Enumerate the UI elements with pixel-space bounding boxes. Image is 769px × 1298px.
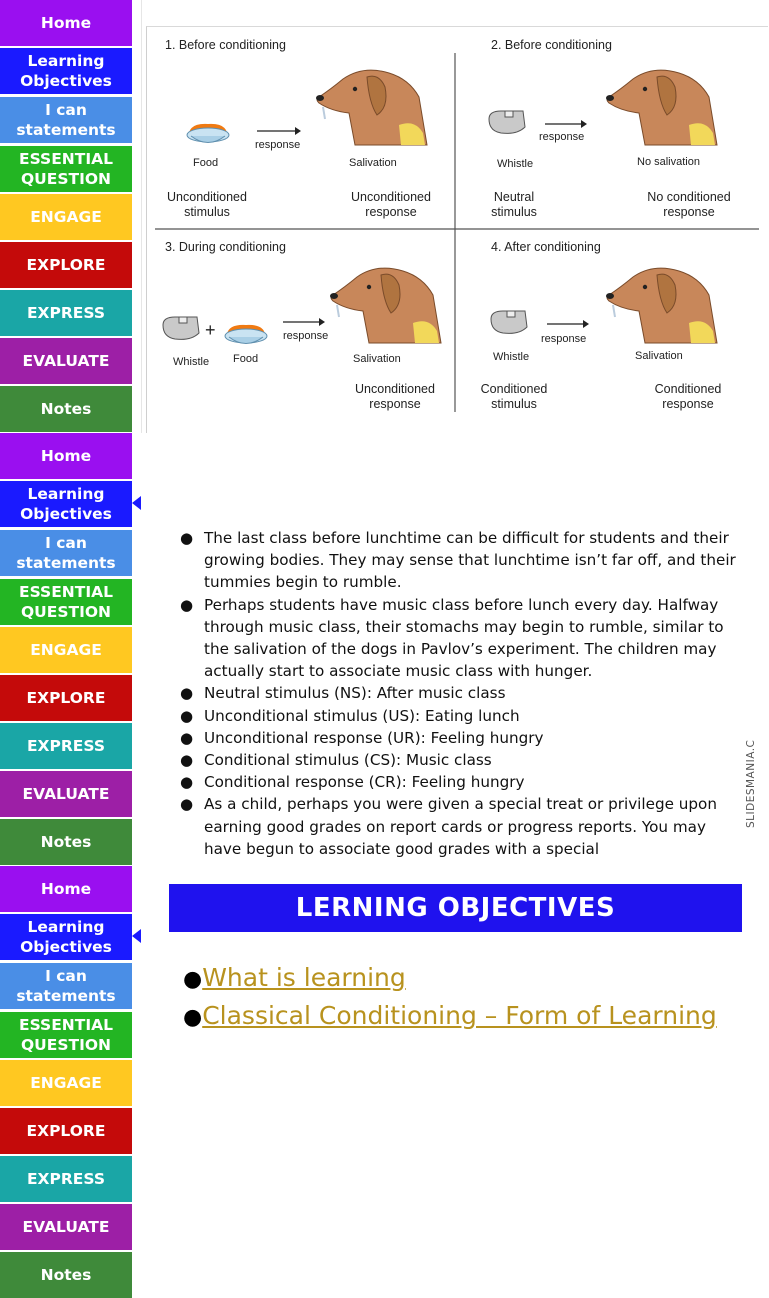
whistle-icon	[161, 313, 201, 343]
objective-item	[183, 960, 717, 998]
whistle-icon	[489, 307, 529, 337]
panel4-stimulus-type: Conditioned stimulus	[480, 382, 548, 411]
plus-sign: +	[205, 320, 216, 340]
dog-salivating-icon	[605, 265, 723, 345]
arrow-icon	[257, 126, 301, 136]
panel3-heading: 3. During conditioning	[165, 240, 286, 254]
bullet-dot: ●	[183, 967, 203, 992]
bullet-item: ● Unconditional stimulus (US): Eating lunch	[180, 705, 740, 727]
nav-engage[interactable]: ENGAGE	[0, 1060, 132, 1106]
panel4-response-item: Salivation	[635, 350, 683, 362]
slide-objectives	[0, 866, 768, 1284]
nav-express[interactable]: EXPRESS	[0, 1156, 132, 1202]
panel1-arrow-label: response	[255, 139, 301, 151]
bullet-dot: ●	[183, 1005, 203, 1030]
panel3-response-item: Salivation	[353, 353, 401, 365]
objective-item	[183, 998, 717, 1036]
nav-i-can-statements[interactable]: I can statements	[0, 963, 132, 1009]
arrow-icon	[545, 119, 587, 129]
watermark: SLIDESMANIA.C	[745, 739, 757, 828]
panel4-arrow-label: response	[541, 333, 587, 345]
nav-explore[interactable]: EXPLORE	[0, 1108, 132, 1154]
nav-notes[interactable]: Notes	[0, 386, 132, 432]
bullet-item: ● Neutral stimulus (NS): After music class	[180, 682, 740, 704]
nav-essential-question[interactable]: ESSENTIAL QUESTION	[0, 579, 132, 625]
nav-notes[interactable]: Notes	[0, 1252, 132, 1298]
arrow-icon	[547, 319, 589, 329]
panel1-stimulus-type: Unconditioned stimulus	[167, 190, 247, 219]
panel4-heading: 4. After conditioning	[491, 240, 601, 254]
panel2-response-type: No conditioned response	[647, 190, 731, 219]
side-navigation	[0, 433, 141, 866]
nav-essential-question[interactable]: ESSENTIAL QUESTION	[0, 146, 132, 192]
dog-salivating-icon	[315, 67, 433, 147]
pavlov-diagram	[146, 26, 768, 433]
nav-home[interactable]: Home	[0, 433, 132, 479]
side-navigation	[0, 866, 141, 1284]
nav-explore[interactable]: EXPLORE	[0, 675, 132, 721]
panel1-response-item: Salivation	[349, 157, 397, 169]
nav-learning-objectives[interactable]: Learning Objectives	[0, 914, 132, 960]
food-bowl-icon	[185, 119, 231, 149]
panel4-stimulus-item: Whistle	[493, 351, 530, 363]
nav-notes[interactable]: Notes	[0, 819, 132, 865]
bullet-item: ● Perhaps students have music class before lunch every day. Halfway through music class, their stomachs may begin to rumble, similar to the salivation of the dogs in Pavlov’s experiment. The children may actually start to associate music class with hunger.	[180, 594, 740, 683]
bullet-item: ● Conditional stimulus (CS): Music class	[180, 749, 740, 771]
objectives-list	[183, 960, 717, 1036]
nav-evaluate[interactable]: EVALUATE	[0, 771, 132, 817]
bullet-item: ● Unconditional response (UR): Feeling hungry	[180, 727, 740, 749]
panel2-response-item: No salivation	[637, 156, 700, 168]
panel2-arrow-label: response	[539, 131, 585, 143]
panel3-stimulus-item-b: Food	[233, 353, 259, 365]
nav-evaluate[interactable]: EVALUATE	[0, 338, 132, 384]
slide-explanation	[0, 433, 768, 866]
whistle-icon	[487, 107, 527, 137]
panel2-heading: 2. Before conditioning	[491, 38, 612, 52]
divider	[141, 0, 142, 433]
nav-evaluate[interactable]: EVALUATE	[0, 1204, 132, 1250]
panel3-arrow-label: response	[283, 330, 329, 342]
nav-home[interactable]: Home	[0, 0, 132, 46]
nav-engage[interactable]: ENGAGE	[0, 194, 132, 240]
objective-link-classical-conditioning[interactable]: Classical Conditioning – Form of Learning	[202, 1001, 717, 1030]
slide-diagram	[0, 0, 768, 433]
active-nav-pointer	[132, 496, 141, 510]
dog-salivating-icon	[329, 265, 447, 345]
nav-learning-objectives[interactable]: Learning Objectives	[0, 48, 132, 94]
nav-engage[interactable]: ENGAGE	[0, 627, 132, 673]
panel1-response-type: Unconditioned response	[351, 190, 431, 219]
objectives-title: LERNING OBJECTIVES	[169, 884, 742, 932]
dog-icon	[605, 67, 723, 147]
explanation-bullets	[180, 527, 740, 860]
panel2-stimulus-type: Neutral stimulus	[491, 190, 537, 219]
food-bowl-icon	[223, 320, 269, 350]
panel4-response-type: Conditioned response	[654, 382, 722, 411]
panel2-stimulus-item: Whistle	[497, 158, 534, 170]
panel1-heading: 1. Before conditioning	[165, 38, 286, 52]
nav-home[interactable]: Home	[0, 866, 132, 912]
nav-essential-question[interactable]: ESSENTIAL QUESTION	[0, 1012, 132, 1058]
nav-explore[interactable]: EXPLORE	[0, 242, 132, 288]
nav-express[interactable]: EXPRESS	[0, 723, 132, 769]
arrow-icon	[283, 317, 325, 327]
nav-i-can-statements[interactable]: I can statements	[0, 530, 132, 576]
bullet-item: ● Conditional response (CR): Feeling hungry	[180, 771, 740, 793]
nav-express[interactable]: EXPRESS	[0, 290, 132, 336]
panel1-stimulus-item: Food	[193, 157, 219, 169]
objective-link-what-is-learning[interactable]: What is learning	[202, 963, 406, 992]
bullet-item: ● The last class before lunchtime can be difficult for students and their growing bodies. They may sense that lunchtime isn’t far off, and their tummies begin to rumble.	[180, 527, 740, 594]
active-nav-pointer	[132, 929, 141, 943]
panel3-stimulus-item-a: Whistle	[173, 356, 210, 368]
nav-learning-objectives[interactable]: Learning Objectives	[0, 481, 132, 527]
bullet-item: ● As a child, perhaps you were given a special treat or privilege upon earning good grades on report cards or progress reports. You may have begun to associate good grades with a special	[180, 793, 740, 860]
side-navigation	[0, 0, 141, 433]
panel3-response-type: Unconditioned response	[355, 382, 435, 411]
nav-i-can-statements[interactable]: I can statements	[0, 97, 132, 143]
